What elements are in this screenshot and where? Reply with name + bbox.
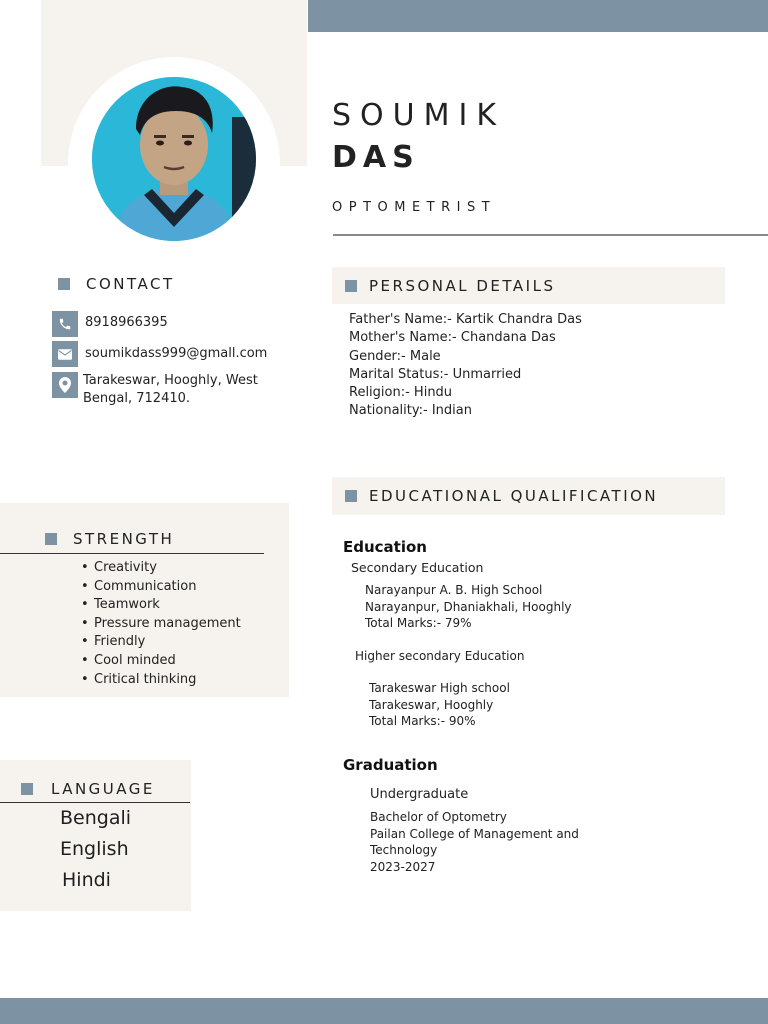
secondary-marks: Total Marks:- 79% [365,616,472,630]
strength-item: • Critical thinking [81,671,241,690]
graduation-years: 2023-2027 [370,859,436,874]
first-name: SOUMIK [332,98,506,133]
secondary-education-block [365,582,572,632]
personal-detail-line: Gender:- Male [349,348,441,364]
education-heading-marker [345,490,357,502]
graduation-block [370,809,579,875]
secondary-school: Narayanpur A. B. High School [365,583,543,597]
name-divider [333,234,768,236]
location-pin-icon [52,372,78,398]
strength-list [81,559,241,689]
education-heading [345,487,658,505]
personal-details-marker [345,280,357,292]
contact-heading [58,275,175,293]
graduation-college-line-2: Technology [370,843,438,857]
contact-heading-text: CONTACT [86,275,175,293]
strength-item: • Cool minded [81,652,241,671]
language-heading [21,780,155,798]
bottom-accent-bar [0,998,768,1024]
strength-divider [0,553,264,554]
mail-icon [52,341,78,367]
contact-address [83,372,258,408]
strength-item: • Creativity [81,559,241,578]
phone-icon [52,311,78,337]
job-title: OPTOMETRIST [332,200,497,215]
language-item: English [60,838,129,860]
profile-photo [92,77,256,241]
contact-address-row [52,372,258,408]
higher-secondary-label: Higher secondary Education [355,649,525,663]
address-line-2: Bengal, 712410. [83,391,191,406]
top-accent-bar [308,0,768,32]
personal-details-heading-text: PERSONAL DETAILS [369,277,556,295]
strength-heading-marker [45,533,57,545]
language-divider [0,802,190,803]
graduation-subheading: Graduation [343,756,438,774]
education-subheading: Education [343,538,427,556]
language-heading-marker [21,783,33,795]
contact-phone: 8918966395 [85,315,168,330]
higher-secondary-school: Tarakeswar High school [369,681,510,695]
secondary-place: Narayanpur, Dhaniakhali, Hooghly [365,599,572,614]
personal-details-list [349,311,582,421]
graduation-college-line-1: Pailan College of Management and [370,826,579,841]
higher-secondary-marks: Total Marks:- 90% [369,714,476,728]
strength-heading [45,530,174,548]
language-item: Bengali [60,807,132,829]
language-item: Hindi [62,869,111,891]
contact-phone-row [52,311,168,337]
higher-secondary-block [369,680,510,730]
personal-detail-line: Mother's Name:- Chandana Das [349,330,556,346]
personal-detail-line: Religion:- Hindu [349,385,453,401]
strength-item: • Friendly [81,633,241,652]
personal-detail-line: Marital Status:- Unmarried [349,366,522,382]
secondary-education-label: Secondary Education [351,560,484,575]
language-heading-text: LANGUAGE [51,780,155,798]
contact-email: soumikdass999@gmall.com [85,346,268,361]
graduation-level: Undergraduate [370,787,469,802]
profile-photo-illustration [92,77,256,241]
higher-secondary-place: Tarakeswar, Hooghly [369,697,494,712]
last-name: DAS [332,140,420,175]
strength-item: • Teamwork [81,596,241,615]
graduation-degree: Bachelor of Optometry [370,810,507,824]
contact-email-row [52,341,267,367]
personal-detail-line: Father's Name:- Kartik Chandra Das [349,312,582,327]
personal-detail-line: Nationality:- Indian [349,403,472,419]
strength-item: • Pressure management [81,615,241,634]
personal-details-heading [345,277,555,295]
address-line-1: Tarakeswar, Hooghly, West [83,373,258,388]
contact-heading-marker [58,278,70,290]
education-heading-text: EDUCATIONAL QUALIFICATION [369,487,659,505]
strength-heading-text: STRENGTH [73,530,175,548]
strength-item: • Communication [81,578,241,597]
